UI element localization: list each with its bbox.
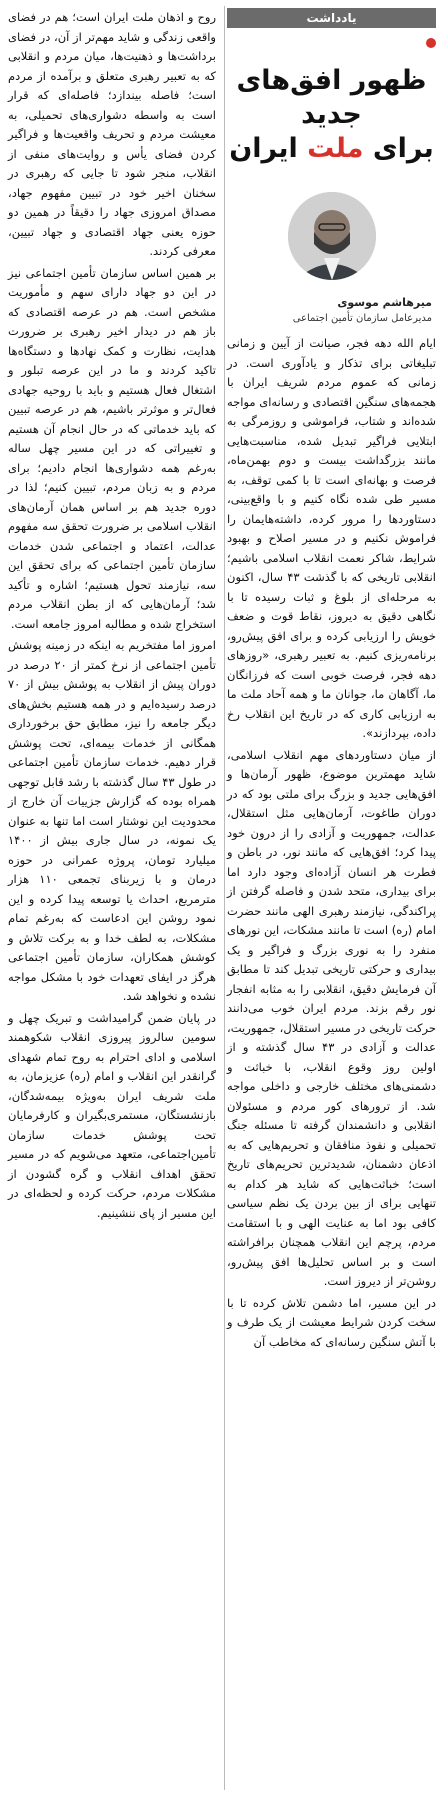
paragraph: در پایان ضمن گرامیداشت و تبریک چهل و سومین سالروز پیروزی انقلاب شکوهمند اسلامی و ادای احترام به روح تمام شهدای گرانقدر این انقلاب و امام (ره) عزیزمان، به ملت شریف ایران به‌ویژه بیمه‌شدگان، بازنشستگان، مستمری‌بگیران و کارفرمایان تحت پوشش خدمات سازمان تأمین‌اجتماعی، متعهد می‌شویم که در مسیر تحقق اهداف انقلاب و گره گشودن از مشکلات مردم، حرکت کرده و لحظه‌ای در این مسیر از پای ننشینیم.	[8, 1010, 216, 1220]
paragraph: بر همین اساس سازمان تأمین اجتماعی نیز در این دو جهاد دارای سهم و مأموریت مشخص است. هم در عرصه اقتصادی که باز هم در دیدار اخیر رهبری بر ضرورت هدایت، نظارت و کمک نهادها و دستگاه‌ها تاکید کردند و ما در این عرصه تبلور و اشتغال فعال هستیم و باید با روحیه جهادی فعال‌تر و موثرتر باشیم، هم در عرصه تبیین که باید خدماتی که در حال انجام آن هستیم و تغییراتی که در این مسیر چهل ساله به‌رغم همه دشواری‌ها انجام دادیم؛ برای مردم و به زبان مردم، تبیین کنیم؛ لذا در دوره جدید هم بر اساس همان آرمان‌های انقلاب اسلامی بر ضرورت تحقق سه مفهوم عدالت، اعتماد و اجتماعی شدن خدمات سازمان تأمین اجتماعی که برای تحقق این سه، نیازمند تحول هستیم؛ اشاره و تأکید شد؛ آرمان‌هایی که از بطن انقلاب مردم استخراج شده و مطالبه امروز جامعه است.	[8, 265, 216, 631]
author-title: مدیرعامل سازمان تأمین اجتماعی	[292, 313, 432, 324]
headline-text: ایران	[229, 133, 308, 164]
column-divider	[224, 6, 225, 1790]
paragraph: از میان دستاوردهای مهم انقلاب اسلامی، شاید مهمترین موضوع، ظهور آرمان‌ها و افق‌هایی جدید و بزرگ برای ملتی بود که در دوران طاغوت، آرمان‌هایی مثل استقلال، عدالت، جمهوریت و آزادی را از درون خود پیدا کرد؛ افق‌هایی که مانند نور، در باطن و فطرت هر انسان آزاده‌ای وجود دارد اما برای بیداری، متحد شدن و فاصله گرفتن از پراکندگی، نیازمند رهبری الهی مانند حضرت امام (ره) است تا مانند مشکات، این نورهای منفرد را به نوری بزرگ و فراگیر و یک بیداری و حرکتی تاریخی تبدیل کند تا مطابق آن فرمایش دقیق، انقلابی را به مثابه انفجار نور رقم بزند. مردم ایران خوب می‌دانند حرکت تاریخی در مسیر استقلال، جمهوریت، عدالت و آزادی در ۴۳ سال گذشته و از اولین روز وقوع انقلاب، با خباثت و دشمنی‌های مختلف خارجی و داخلی مواجه شد. از ترورهای کور مردم و مسئولان انقلابی و دانشمندان گرفته تا مسئله جنگ تحمیلی و نفوذ منافقان و تحریم‌هایی که به اذعان دشمنان، شدیدترین تحریم‌های تاریخ است؛ خباثت‌هایی که شاید هر کدام به تنهایی برای از بین بردن یک نظم سیاسی کافی بود اما به عنایت الهی و با استقامت مردم، پرچم این انقلاب همچنان برافراشته است و بر اساس تحلیل‌ها افق پیش‌رو، روشن‌تر از دیروز است.	[227, 747, 436, 1288]
headline	[227, 64, 436, 166]
headline-line-2	[227, 132, 436, 166]
bullet-dot-icon	[426, 38, 436, 48]
paragraph: در این مسیر، اما دشمن تلاش کرده تا با سخت کردن شرایط معیشت از یک طرف و با آتش سنگین رسانه‌ای که مخاطب آن	[227, 1295, 436, 1349]
article-body-left	[8, 8, 216, 1223]
right-column	[227, 8, 436, 1352]
paragraph: روح و اذهان ملت ایران است؛ هم در فضای واقعی زندگی و شاید مهم‌تر از آن، در فضای برداشت‌ها و ذهنیت‌ها، میان مردم و انقلابی که به تعبیر رهبری متعلق و برآمده از مردم است؛ فاصله بیندازد؛ فاصله‌ای که قرار است به واسطه دشواری‌های تحمیلی، به معیشت مردم و تحریف واقعیت‌ها و فراگیر کردن فضای یأس و روایت‌های منفی از انقلاب، منجر شود تا جایی که رهبری در سخنان اخیر خود در تبیین مفهوم جهاد، مصداق امروزی جهاد را دقیقاً در همین دو حوزه یعنی جهاد اقتصادی و جهاد تبیین، معرفی کردند.	[8, 10, 216, 258]
section-label: یادداشت	[227, 8, 436, 28]
headline-text: برای	[363, 133, 434, 164]
paragraph: ایام الله دهه فجر، صیانت از آیین و زمانی تبلیغاتی برای تذکار و یادآوری است. در زمانی که عموم مردم شریف ایران با هجمه‌های سنگین اقتصادی و رسانه‌ای مواجه شده‌اند و شتاب، فراموشی و روزمرگی به ابتلایی فراگیر تبدیل شده، مناسبت‌هایی مانند بزرگداشت بیست و دوم بهمن‌ماه، فرصت و بهانه‌ای است تا با کمی توقف، به مسیر طی شده نگاه کنیم و با واقع‌بینی، دستاوردها را مرور کرده، داشته‌هایمان را فراموش نکنیم و در مسیر اصلاح و بهبود شرایط، شاکر نعمت انقلاب اسلامی باشیم؛ انقلابی تاریخی که با گذشت ۴۳ سال، اکنون به مرحله‌ای از بلوغ و ثبات رسیده تا با نگاهی دقیق به دیروز، نقاط قوت و ضعف خویش را ارزیابی کرده و برای افق پیش‌رو، برنامه‌ریزی کنیم. به تعبیر رهبری، «روزهای دهه فجر، فرصت خوبی است که فرزانگان ما، آگاهان ما، جوانان ما و همه آحاد ملت ما به ارزیابی کاری که در تاریخ این انقلاب رخ داده، بپردازند».	[227, 336, 437, 740]
left-column	[8, 8, 216, 1223]
author-photo	[288, 192, 376, 280]
author-portrait-icon	[288, 192, 376, 280]
headline-line-1: ظهور افق‌های جدید	[236, 65, 427, 130]
headline-highlight: ملت	[307, 133, 364, 164]
paragraph: امروز اما مفتخریم به اینکه در زمینه پوشش تأمین اجتماعی از نرخ کمتر از ۲۰ درصد در دوران پیش از انقلاب به پوشش بیش از ۷۰ درصد رسیده‌ایم و در همه هستیم بخش‌های دیگر جامعه را نیز، مطابق حق برخورداری همگانی از خدمات بیمه‌ای، تحت پوشش قرار دهیم. خدمات سازمان تأمین اجتماعی در طول ۴۳ سال گذشته با رشد قابل توجهی همراه بوده که گزارش جزییات آن خارج از محدودیت این نوشتار است اما تنها به عنوان یک نمونه، در سال جاری بیش از ۱۴۰۰ میلیارد تومان، پروژه عمرانی در حوزه درمان و با زیربنای تجمعی ۱۱۰ هزار مترمربع، احداث یا توسعه پیدا کرده و این نمود روشن این ادعاست که به‌رغم تمام مشکلات، به لطف خدا و به برکت تلاش و کوشش همکاران، سازمان تأمین اجتماعی هرگز در ایفای تعهدات خود با مشکل مواجه نشده و نخواهد شد.	[8, 638, 216, 1003]
author-name: میرهاشم موسوی	[337, 296, 432, 309]
article-body-right	[227, 334, 436, 1352]
